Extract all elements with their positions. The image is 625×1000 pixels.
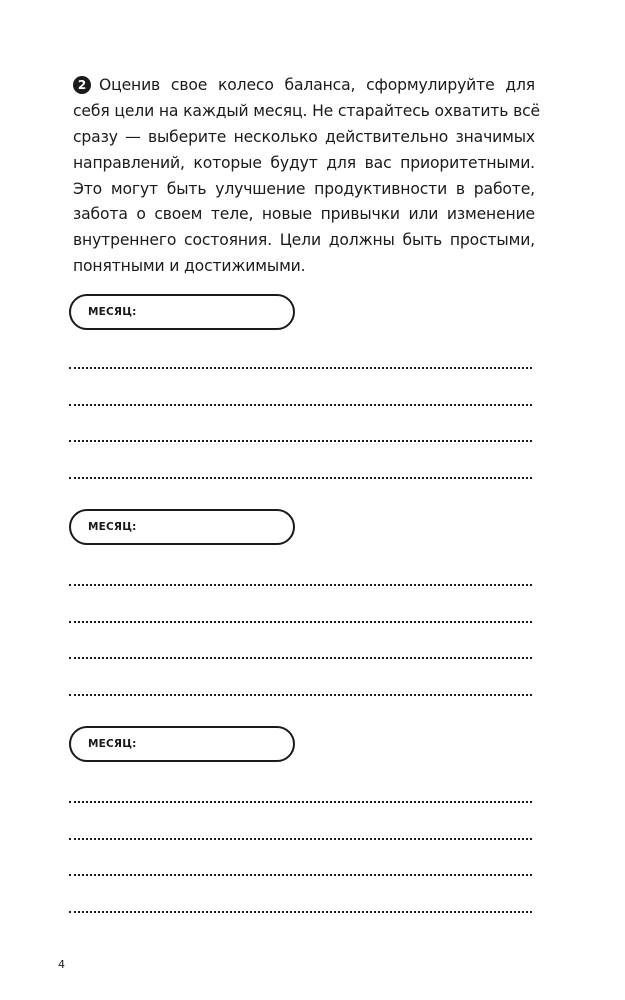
month-field-2[interactable] [69, 509, 295, 545]
writing-line[interactable] [69, 404, 532, 406]
writing-line[interactable] [69, 911, 532, 913]
month-label: МЕСЯЦ: [88, 521, 137, 533]
writing-line[interactable] [69, 838, 532, 840]
writing-line[interactable] [69, 621, 532, 623]
writing-line[interactable] [69, 874, 532, 876]
writing-line[interactable] [69, 657, 532, 659]
month-field-1[interactable] [69, 294, 295, 330]
intro-line-2: себя цели на каждый месяц. Не старайтесь охватить всё [73, 101, 540, 120]
intro-line-4: направлений, которые будут для вас приоритетными. [73, 153, 535, 172]
intro-line-1 [73, 73, 535, 99]
writing-line[interactable] [69, 367, 532, 369]
writing-line[interactable] [69, 440, 532, 442]
writing-line[interactable] [69, 801, 532, 803]
month-label: МЕСЯЦ: [88, 306, 137, 318]
page-number: 4 [58, 958, 65, 971]
intro-line-7: внутреннего состояния. Цели должны быть простыми, [73, 231, 535, 250]
step-number-badge: 2 [73, 76, 91, 94]
month-field-3[interactable] [69, 726, 295, 762]
intro-line-6: забота о своем теле, новые привычки или изменение [73, 205, 535, 224]
intro-line-8: понятными и достижимыми. [73, 257, 306, 276]
intro-line-1-text: Оценив свое колесо баланса, сформулируйте для [99, 76, 535, 94]
writing-line[interactable] [69, 694, 532, 696]
writing-line[interactable] [69, 477, 532, 479]
intro-line-3: сразу — выберите несколько действительно значимых [73, 127, 535, 146]
intro-paragraph [73, 73, 540, 280]
writing-line[interactable] [69, 584, 532, 586]
month-label: МЕСЯЦ: [88, 738, 137, 750]
intro-line-5: Это могут быть улучшение продуктивности в работе, [73, 179, 535, 198]
